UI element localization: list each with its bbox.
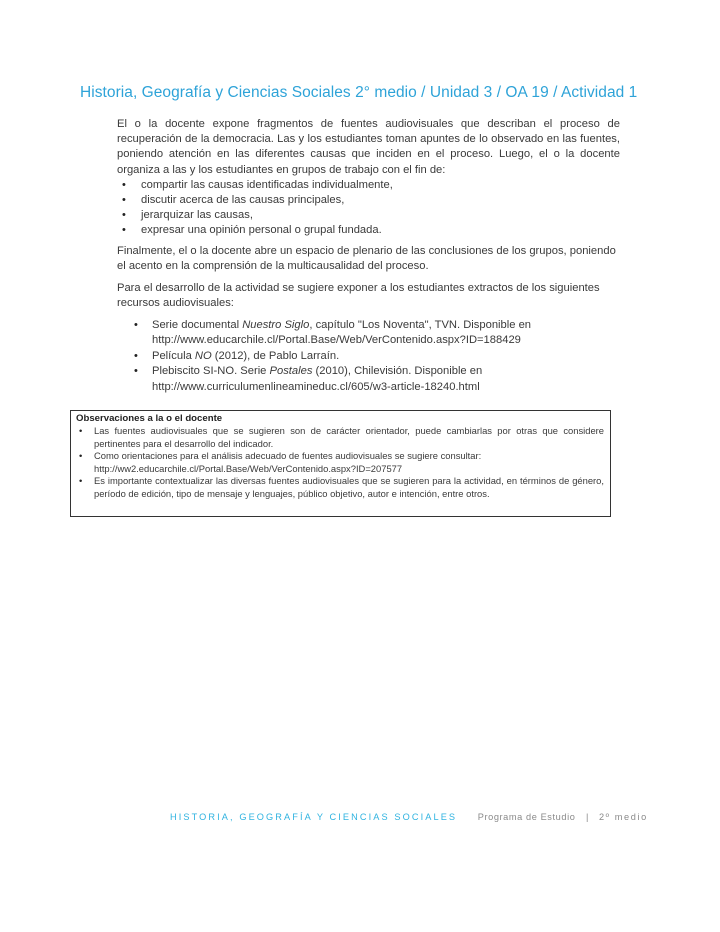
resource-text: Película xyxy=(152,349,195,362)
resource-link[interactable]: http://www.curriculumenlineamineduc.cl/605/w3-article-18240.html xyxy=(152,380,480,393)
page-title: Historia, Geografía y Ciencias Sociales 2° medio / Unidad 3 / OA 19 / Actividad 1 xyxy=(80,84,638,101)
resource-text: (2012), de Pablo Larraín. xyxy=(211,349,340,362)
resource-text: (2010), Chilevisión. Disponible en xyxy=(312,365,483,378)
resource-item xyxy=(117,364,620,395)
activity-intro: El o la docente expone fragmentos de fuentes audiovisuales que describan el proceso de recuperación de la democracia. Las y los estudiantes toman apuntes de lo observado en las fuentes, poniendo atención en las diferentes causas que inciden en el proceso. Luego, el o la docente organiza a las y los estudiantes en grupos de trabajo con el fin de: xyxy=(117,118,620,176)
resource-text: , capítulo "Los Noventa", TVN. Disponible en xyxy=(309,318,532,331)
resources-list xyxy=(117,318,620,396)
goal-item: • jerarquizar las causas, xyxy=(117,208,620,223)
observation-item xyxy=(76,425,604,450)
observation-text: Las fuentes audiovisuales que se sugieren son de carácter orientador, puede cambiarlas por otras que considere pertinentes para el desarrollo del indicador. xyxy=(94,425,604,449)
observation-text: Es importante contextualizar las diversas fuentes audiovisuales que se sugieren para la actividad, en términos de género, período de edición, tipo de mensaje y lenguajes, público objetivo, autor e intención, entre otros. xyxy=(94,475,604,499)
activity-closing: Finalmente, el o la docente abre un espacio de plenario de las conclusiones de los grupos, poniendo el acento en la comprensión de la multicausalidad del proceso. xyxy=(117,244,616,273)
goal-item: • discutir acerca de las causas principales, xyxy=(117,193,620,208)
resources-intro: Para el desarrollo de la actividad se sugiere exponer a los estudiantes extractos de los siguientes recursos audiovisuales: xyxy=(117,282,600,310)
observation-text: Como orientaciones para el análisis adecuado de fuentes audiovisuales se sugiere consultar: xyxy=(94,450,482,461)
resource-title: Nuestro Siglo xyxy=(242,318,310,331)
resource-text: Serie documental xyxy=(152,318,243,331)
activity-goals-list xyxy=(117,178,620,238)
footer-program: Programa de Estudio xyxy=(477,812,576,822)
footer-subject: HISTORIA, GEOGRAFÍA Y CIENCIAS SOCIALES xyxy=(170,812,458,822)
footer-level: 2º medio xyxy=(598,812,648,822)
resource-link[interactable]: http://www.educarchile.cl/Portal.Base/Web/VerContenido.aspx?ID=188429 xyxy=(152,334,521,347)
resource-title: NO xyxy=(194,349,212,362)
observation-item xyxy=(76,450,604,475)
observation-link[interactable]: http://ww2.educarchile.cl/Portal.Base/Web/VerContenido.aspx?ID=207577 xyxy=(94,462,403,474)
observations-list xyxy=(76,425,604,500)
teacher-observations-box xyxy=(70,410,611,517)
resource-text: Plebiscito SI-NO. Serie xyxy=(152,365,270,378)
footer-separator: | xyxy=(586,812,589,822)
goal-item: • compartir las causas identificadas individualmente, xyxy=(117,178,620,193)
goal-item: • expresar una opinión personal o grupal fundada. xyxy=(117,223,620,238)
resource-item xyxy=(117,349,620,365)
observations-title: Observaciones a la o el docente xyxy=(76,413,223,424)
resource-title: Postales xyxy=(269,365,313,378)
observation-item xyxy=(76,475,604,500)
resource-item xyxy=(117,318,620,349)
activity-content xyxy=(117,117,620,395)
page-footer xyxy=(170,812,648,822)
